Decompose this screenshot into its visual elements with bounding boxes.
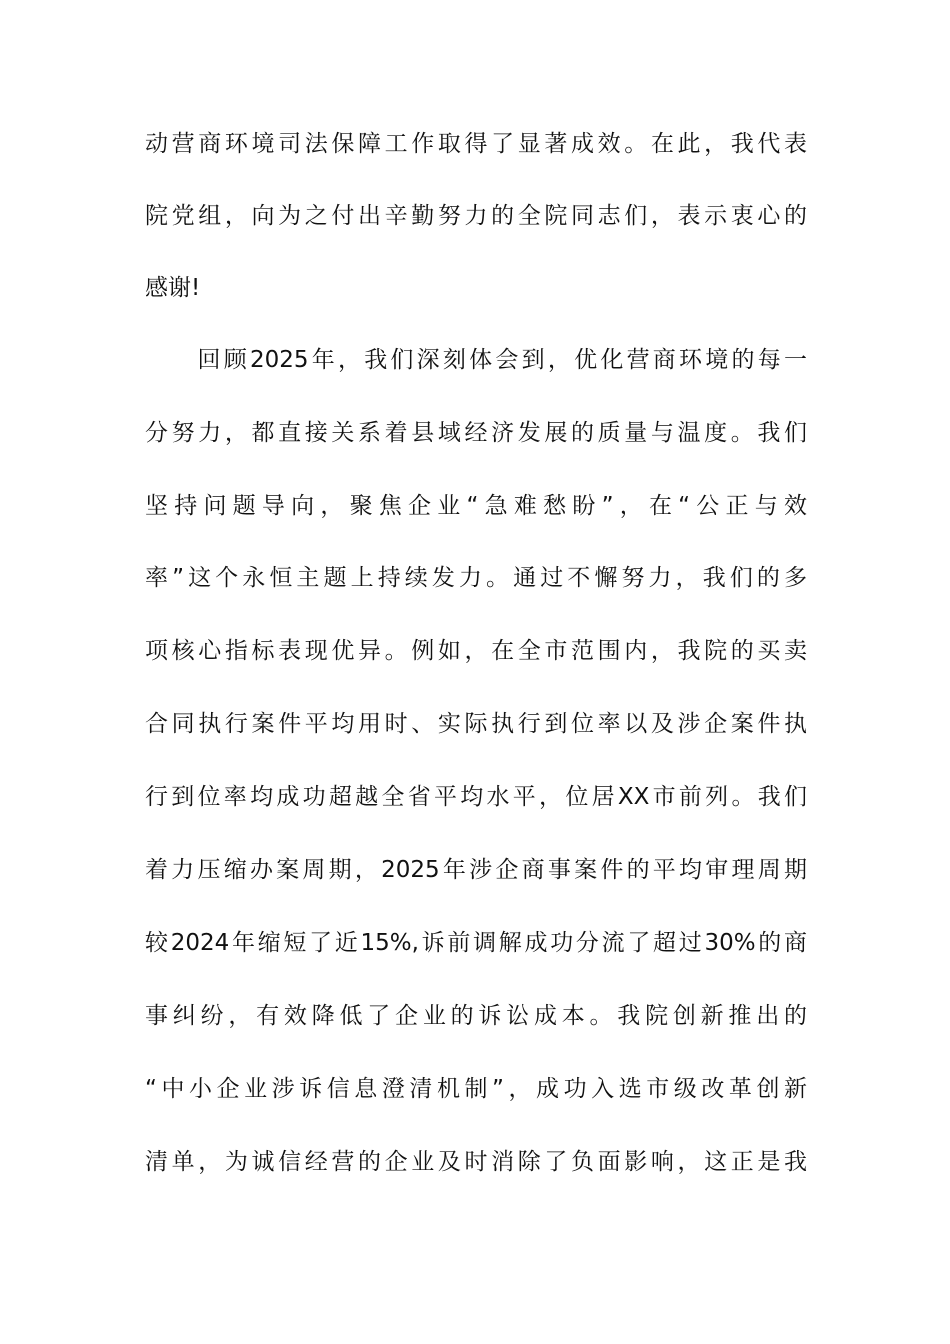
- body-text-line-6: 坚持问题导向，聚焦企业“急难愁盼”，在“公正与效: [145, 493, 807, 519]
- body-text-line-15: 清单，为诚信经营的企业及时消除了负面影响，这正是我: [145, 1149, 807, 1175]
- body-text-line-7: 率”这个永恒主题上持续发力。通过不懈努力，我们的多: [145, 565, 807, 591]
- body-text-line-3: 感谢!: [145, 275, 201, 301]
- paragraph-start-line: 回顾2025年，我们深刻体会到，优化营商环境的每一: [145, 347, 807, 373]
- body-text-line-8: 项核心指标表现优异。例如，在全市范围内，我院的买卖: [145, 638, 807, 664]
- body-text-line-14: “中小企业涉诉信息澄清机制”，成功入选市级改革创新: [145, 1076, 807, 1102]
- body-text-line-13: 事纠纷，有效降低了企业的诉讼成本。我院创新推出的: [145, 1003, 807, 1029]
- body-text-line-5: 分努力，都直接关系着县域经济发展的质量与温度。我们: [145, 420, 807, 446]
- body-text-line-2: 院党组，向为之付出辛勤努力的全院同志们，表示衷心的: [145, 203, 807, 229]
- body-text-line-10: 行到位率均成功超越全省平均水平，位居XX市前列。我们: [145, 784, 807, 810]
- body-text-line-9: 合同执行案件平均用时、实际执行到位率以及涉企案件执: [145, 711, 807, 737]
- body-text-line-12: 较2024年缩短了近15%,诉前调解成功分流了超过30%的商: [145, 930, 807, 956]
- body-text-line-1: 动营商环境司法保障工作取得了显著成效。在此，我代表: [145, 131, 807, 157]
- body-text-line-11: 着力压缩办案周期，2025年涉企商事案件的平均审理周期: [145, 857, 807, 883]
